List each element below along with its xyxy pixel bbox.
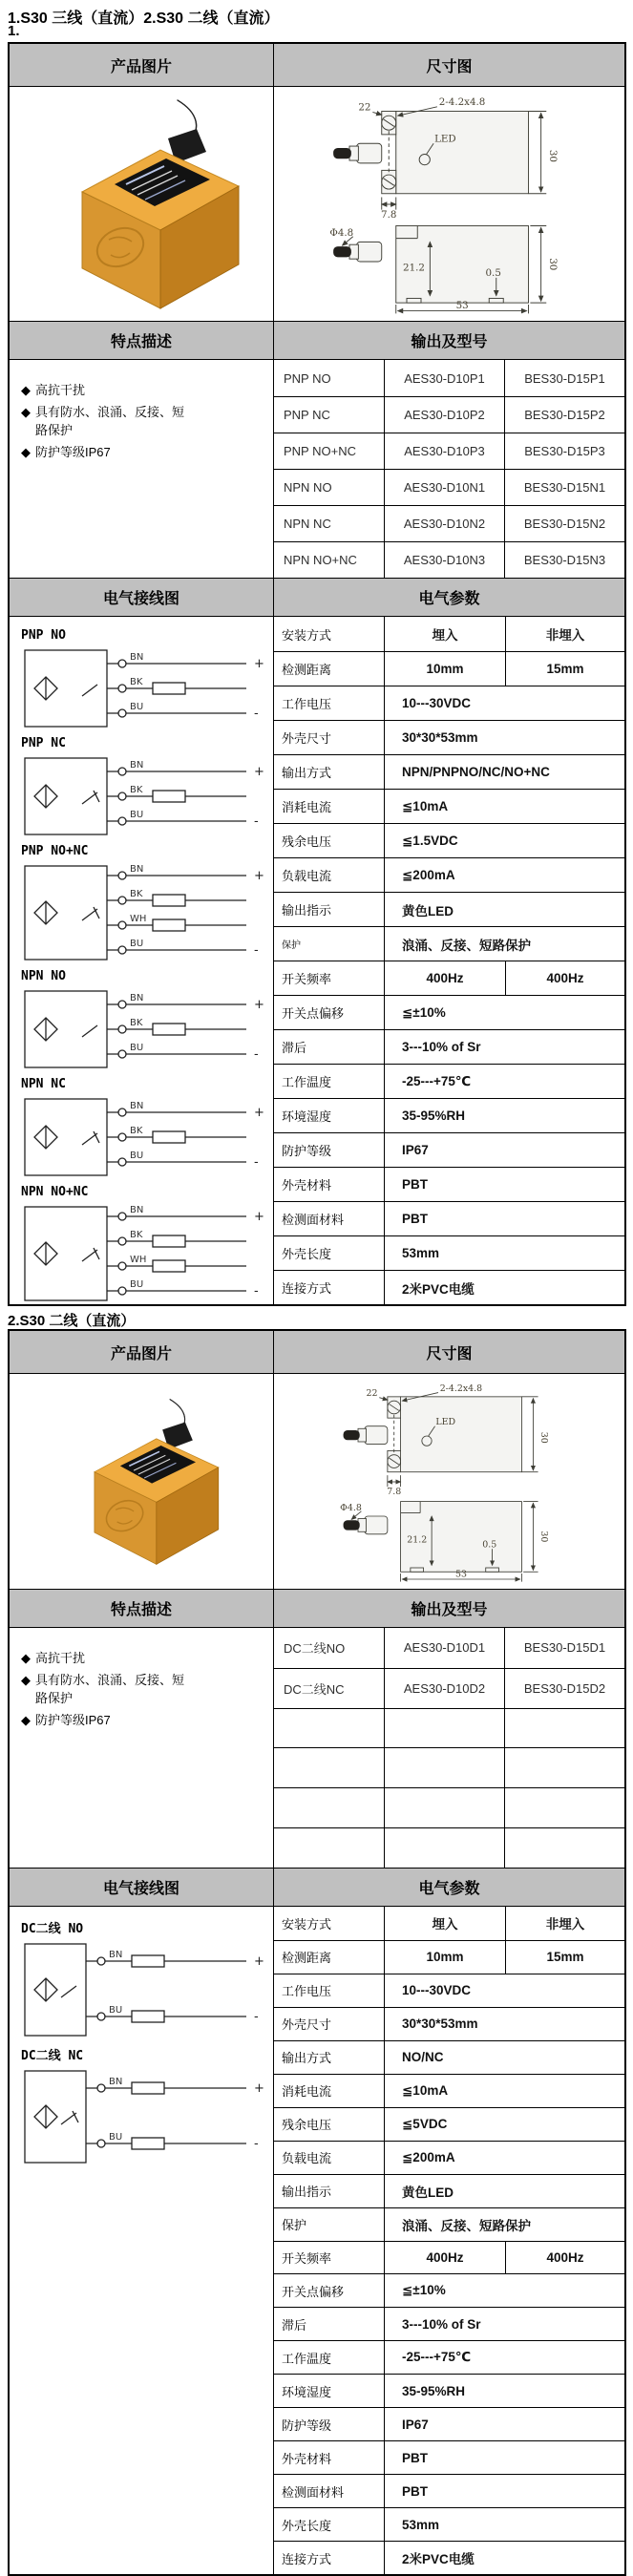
wire-terminal-sign: + bbox=[254, 1954, 264, 1969]
wire-terminal-sign: - bbox=[254, 943, 259, 958]
output-type-cell bbox=[274, 1747, 385, 1787]
electrical-params-cell bbox=[274, 1907, 624, 2574]
wire-color-label: BN bbox=[109, 2077, 123, 2087]
wire-color-label: BN bbox=[130, 864, 144, 875]
electrical-params-table bbox=[274, 1907, 624, 2574]
param-label: 残余电压 bbox=[274, 823, 385, 857]
model-number-cell: AES30-D10D2 bbox=[385, 1668, 505, 1708]
wiring-diagram-title: NPN NO+NC bbox=[21, 1185, 89, 1199]
param-value: PBT bbox=[385, 2474, 624, 2507]
param-value: 3---10% of Sr bbox=[385, 1029, 624, 1064]
param-value-nonflush: 非埋入 bbox=[505, 617, 624, 651]
wire-color-label: BK bbox=[130, 1018, 143, 1028]
output-models-cell bbox=[274, 360, 624, 578]
param-value: 3---10% of Sr bbox=[385, 2307, 624, 2340]
output-type-cell: PNP NC bbox=[274, 396, 385, 433]
param-value: PBT bbox=[385, 1167, 624, 1201]
wire-terminal-sign: - bbox=[254, 1284, 259, 1299]
output-type-cell bbox=[274, 1787, 385, 1827]
param-value: 2米PVC电缆 bbox=[385, 1270, 624, 1304]
param-label: 检测面材料 bbox=[274, 1201, 385, 1235]
wire-terminal-sign: + bbox=[254, 2081, 264, 2096]
header-dimension-diagram: 尺寸图 bbox=[426, 1345, 473, 1362]
product-photo-cell bbox=[10, 87, 274, 321]
param-value: 53mm bbox=[385, 1235, 624, 1270]
diamond-bullet-icon: ◆ bbox=[21, 404, 31, 419]
output-models-table bbox=[274, 360, 624, 578]
param-value: ≦200mA bbox=[385, 857, 624, 892]
output-type-cell: PNP NO bbox=[274, 360, 385, 396]
wiring-diagram-svg bbox=[19, 1091, 267, 1183]
model-number-cell: AES30-D10D1 bbox=[385, 1628, 505, 1668]
param-value: 35-95%RH bbox=[385, 2374, 624, 2407]
wire-color-label: BN bbox=[130, 1205, 144, 1215]
dim-height2: 30 bbox=[546, 257, 559, 270]
param-value: IP67 bbox=[385, 1132, 624, 1167]
param-label: 检测距离 bbox=[274, 651, 385, 686]
param-value: 浪涌、反接、短路保护 bbox=[385, 2207, 624, 2241]
param-value-flush: 400Hz bbox=[385, 2241, 505, 2274]
param-label: 外壳材料 bbox=[274, 1167, 385, 1201]
wire-terminal-sign: + bbox=[254, 657, 264, 671]
param-value-nonflush: 15mm bbox=[505, 1940, 624, 1974]
wire-color-label: BU bbox=[130, 939, 144, 949]
model-number-cell: BES30-D15N2 bbox=[505, 505, 624, 541]
dim-sensing-depth: 21.2 bbox=[406, 1533, 427, 1545]
wiring-diagram bbox=[19, 736, 273, 842]
wiring-diagrams-cell bbox=[10, 617, 274, 1304]
param-label: 输出指示 bbox=[274, 2174, 385, 2207]
param-label: 环境湿度 bbox=[274, 1098, 385, 1132]
dimension-cell bbox=[274, 87, 624, 321]
model-number-cell bbox=[505, 1787, 624, 1827]
param-label: 检测面材料 bbox=[274, 2474, 385, 2507]
header-features: 特点描述 bbox=[10, 322, 274, 359]
section2-title: 2.S30 二线（直流） bbox=[8, 1313, 136, 1329]
wiring-diagram bbox=[19, 1185, 273, 1304]
header-features: 特点描述 bbox=[10, 1590, 274, 1627]
param-value-nonflush: 400Hz bbox=[505, 961, 624, 995]
wire-color-label: WH bbox=[130, 914, 147, 924]
wire-terminal-sign: + bbox=[254, 998, 264, 1012]
feature-item bbox=[21, 443, 267, 462]
dim-led-label: LED bbox=[434, 1416, 455, 1427]
param-value: 黄色LED bbox=[385, 2174, 624, 2207]
param-value: 30*30*53mm bbox=[385, 2007, 624, 2040]
param-label: 输出方式 bbox=[274, 2040, 385, 2074]
wire-color-label: BK bbox=[130, 1126, 143, 1136]
param-label: 连接方式 bbox=[274, 1270, 385, 1304]
param-value-flush: 埋入 bbox=[432, 1917, 458, 1932]
param-label: 滞后 bbox=[274, 1029, 385, 1064]
wire-color-label: BK bbox=[130, 1230, 143, 1240]
dim-screw-note: 2-4.2x4.8 bbox=[439, 1383, 482, 1394]
feature-item bbox=[21, 1649, 267, 1668]
output-type-cell: DC二线NO bbox=[274, 1628, 385, 1668]
param-value-nonflush: 400Hz bbox=[505, 2241, 624, 2274]
param-label: 安装方式 bbox=[274, 617, 385, 651]
header-wiring-diagram: 电气接线图 bbox=[10, 579, 274, 616]
model-number-cell: BES30-D15D2 bbox=[505, 1668, 624, 1708]
param-label: 安装方式 bbox=[274, 1907, 385, 1940]
header-wiring-diagram: 电气接线图 bbox=[10, 1869, 274, 1906]
wiring-diagram bbox=[19, 969, 273, 1075]
param-label: 防护等级 bbox=[274, 1132, 385, 1167]
wire-terminal-sign: - bbox=[254, 2010, 259, 2024]
product-photo-illustration bbox=[51, 1396, 232, 1568]
param-label: 负载电流 bbox=[274, 857, 385, 892]
param-value: ≦10mA bbox=[385, 789, 624, 823]
header-electrical-params: 电气参数 bbox=[418, 591, 480, 607]
feature-item bbox=[21, 1711, 267, 1730]
param-value: ≦200mA bbox=[385, 2141, 624, 2174]
dim-cable-diameter: Φ4.8 bbox=[339, 1502, 362, 1513]
wire-color-label: BN bbox=[130, 993, 144, 1003]
electrical-params-cell bbox=[274, 617, 624, 1304]
param-value: 53mm bbox=[385, 2507, 624, 2541]
param-value-flush: 埋入 bbox=[432, 628, 458, 643]
wiring-diagram-svg bbox=[19, 2063, 267, 2170]
diamond-bullet-icon: ◆ bbox=[21, 444, 31, 459]
wiring-diagram-title: DC二线 NC bbox=[21, 2049, 84, 2063]
param-value: -25---+75℃ bbox=[385, 2340, 624, 2374]
model-number-cell: AES30-D10P1 bbox=[385, 360, 505, 396]
section1-number: 1. bbox=[8, 23, 20, 39]
wire-color-label: BU bbox=[130, 1043, 144, 1053]
diamond-bullet-icon: ◆ bbox=[21, 1651, 31, 1665]
feature-text: 防护等级IP67 bbox=[35, 1712, 111, 1727]
param-label: 检测距离 bbox=[274, 1940, 385, 1974]
output-type-cell bbox=[274, 1827, 385, 1868]
wire-color-label: BN bbox=[130, 760, 144, 771]
dim-bracket-width: 7.8 bbox=[386, 1486, 401, 1497]
wire-color-label: BU bbox=[130, 702, 144, 712]
param-label: 外壳尺寸 bbox=[274, 2007, 385, 2040]
output-type-cell bbox=[274, 1708, 385, 1748]
feature-text: 具有防水、浪涌、反接、短路保护 bbox=[35, 1672, 185, 1705]
output-models-table bbox=[274, 1628, 624, 1868]
model-number-cell: AES30-D10N3 bbox=[385, 541, 505, 578]
param-label: 开关频率 bbox=[274, 961, 385, 995]
output-type-cell: NPN NO bbox=[274, 469, 385, 505]
wire-color-label: BN bbox=[109, 1950, 123, 1960]
model-number-cell: BES30-D15N1 bbox=[505, 469, 624, 505]
param-label: 外壳长度 bbox=[274, 1235, 385, 1270]
wire-color-label: BU bbox=[109, 2132, 123, 2143]
model-number-cell: AES30-D10N1 bbox=[385, 469, 505, 505]
model-number-cell bbox=[505, 1708, 624, 1748]
wire-terminal-sign: + bbox=[254, 1106, 264, 1120]
output-type-cell: PNP NO+NC bbox=[274, 433, 385, 469]
model-number-cell: BES30-D15D1 bbox=[523, 1640, 606, 1656]
dimension-drawing-svg bbox=[316, 1379, 583, 1585]
model-number-cell bbox=[385, 1747, 505, 1787]
param-label: 滞后 bbox=[274, 2307, 385, 2340]
param-value: ≦5VDC bbox=[385, 2107, 624, 2141]
param-value: 30*30*53mm bbox=[385, 720, 624, 754]
wiring-diagram bbox=[19, 1077, 273, 1183]
wire-color-label: BU bbox=[109, 2005, 123, 2016]
param-label: 残余电压 bbox=[274, 2107, 385, 2141]
param-value: 2米PVC电缆 bbox=[385, 2541, 624, 2574]
page-title: 1.S30 三线（直流）2.S30 二线（直流） bbox=[8, 11, 280, 27]
wiring-diagram-title: NPN NO bbox=[21, 969, 66, 983]
wiring-diagram bbox=[19, 1918, 273, 2043]
diamond-bullet-icon: ◆ bbox=[21, 1672, 31, 1687]
param-value: 10---30VDC bbox=[385, 686, 624, 720]
feature-text: 高抗干扰 bbox=[35, 383, 86, 397]
model-number-cell: BES30-D15P1 bbox=[524, 370, 605, 386]
output-models-cell bbox=[274, 1628, 624, 1868]
dim-notch: 0.5 bbox=[481, 1539, 496, 1551]
features-cell bbox=[10, 360, 274, 578]
dimension-drawing-svg bbox=[306, 91, 593, 318]
model-number-cell bbox=[385, 1708, 505, 1748]
param-label: 工作温度 bbox=[274, 2340, 385, 2374]
param-label: 工作电压 bbox=[274, 1974, 385, 2007]
param-value-flush: 10mm bbox=[385, 1940, 505, 1974]
header-electrical-params: 电气参数 bbox=[418, 1881, 480, 1897]
model-number-cell: BES30-D15P2 bbox=[505, 396, 624, 433]
feature-item bbox=[21, 1671, 267, 1708]
param-value: PBT bbox=[385, 1201, 624, 1235]
model-number-cell: AES30-D10P3 bbox=[385, 433, 505, 469]
wiring-diagram-svg bbox=[19, 1199, 267, 1304]
param-label: 输出方式 bbox=[274, 754, 385, 789]
wire-terminal-sign: - bbox=[254, 707, 259, 721]
wire-terminal-sign: + bbox=[254, 1210, 264, 1224]
output-type-cell: NPN NO+NC bbox=[274, 541, 385, 578]
dim-top-offset: 22 bbox=[357, 101, 370, 114]
wire-color-label: WH bbox=[130, 1255, 147, 1265]
param-label: 外壳长度 bbox=[274, 2507, 385, 2541]
param-label: 输出指示 bbox=[274, 892, 385, 926]
features-cell bbox=[10, 1628, 274, 1868]
param-value: 浪涌、反接、短路保护 bbox=[385, 926, 624, 961]
wiring-diagram-title: PNP NO+NC bbox=[21, 844, 89, 858]
dim-height: 30 bbox=[538, 1431, 549, 1444]
diamond-bullet-icon: ◆ bbox=[21, 383, 31, 397]
dim-sensing-depth: 21.2 bbox=[402, 261, 425, 273]
feature-item bbox=[21, 403, 267, 440]
wiring-diagram-svg bbox=[19, 858, 267, 967]
model-number-cell: AES30-D10N2 bbox=[385, 505, 505, 541]
param-value: 10---30VDC bbox=[385, 1974, 624, 2007]
model-number-cell: AES30-D10P2 bbox=[385, 396, 505, 433]
param-label: 防护等级 bbox=[274, 2407, 385, 2440]
param-value: ≦1.5VDC bbox=[385, 823, 624, 857]
dim-led-label: LED bbox=[433, 132, 456, 144]
wire-terminal-sign: - bbox=[254, 1155, 259, 1170]
wire-terminal-sign: - bbox=[254, 1047, 259, 1062]
wiring-diagram-title: DC二线 NO bbox=[21, 1922, 84, 1936]
param-label: 保护 bbox=[274, 2207, 385, 2241]
wire-color-label: BN bbox=[130, 1101, 144, 1111]
electrical-params-table bbox=[274, 617, 624, 1304]
header-product-image: 产品图片 bbox=[10, 1331, 274, 1373]
product-photo-cell bbox=[10, 1374, 274, 1589]
wire-terminal-sign: - bbox=[254, 2137, 259, 2151]
wiring-diagram-svg bbox=[19, 643, 267, 734]
wiring-diagram bbox=[19, 844, 273, 967]
section1-table bbox=[8, 42, 626, 1306]
param-label: 负载电流 bbox=[274, 2141, 385, 2174]
param-label: 开关点偏移 bbox=[274, 2273, 385, 2307]
wiring-diagram bbox=[19, 2045, 273, 2170]
param-label: 消耗电流 bbox=[274, 789, 385, 823]
param-label: 开关频率 bbox=[274, 2241, 385, 2274]
wire-terminal-sign: - bbox=[254, 814, 259, 829]
diamond-bullet-icon: ◆ bbox=[21, 1712, 31, 1727]
param-label: 开关点偏移 bbox=[274, 995, 385, 1029]
wire-color-label: BN bbox=[130, 652, 144, 663]
param-label: 保护 bbox=[274, 926, 385, 961]
wire-color-label: BU bbox=[130, 1151, 144, 1161]
wiring-diagram-svg bbox=[19, 1936, 267, 2043]
wiring-diagram bbox=[19, 628, 273, 734]
param-value: PBT bbox=[385, 2440, 624, 2474]
header-dimension-diagram: 尺寸图 bbox=[426, 58, 473, 75]
param-value: NPN/PNPNO/NC/NO+NC bbox=[385, 754, 624, 789]
param-value: ≦10mA bbox=[385, 2074, 624, 2107]
feature-item bbox=[21, 381, 267, 400]
output-type-cell: DC二线NC bbox=[274, 1668, 385, 1708]
dim-length: 53 bbox=[454, 1568, 467, 1579]
param-label: 连接方式 bbox=[274, 2541, 385, 2574]
model-number-cell bbox=[505, 1827, 624, 1868]
wiring-diagram-title: PNP NC bbox=[21, 736, 66, 750]
wiring-diagram-title: NPN NC bbox=[21, 1077, 66, 1091]
feature-text: 防护等级IP67 bbox=[35, 444, 111, 459]
param-label: 消耗电流 bbox=[274, 2074, 385, 2107]
wiring-diagram-title: PNP NO bbox=[21, 628, 66, 643]
dim-length: 53 bbox=[455, 299, 469, 311]
product-photo-illustration bbox=[27, 96, 256, 312]
param-value-nonflush: 15mm bbox=[505, 651, 624, 686]
param-label: 环境湿度 bbox=[274, 2374, 385, 2407]
wire-terminal-sign: + bbox=[254, 765, 264, 779]
param-label: 外壳材料 bbox=[274, 2440, 385, 2474]
dim-notch: 0.5 bbox=[485, 266, 501, 279]
dim-top-offset: 22 bbox=[366, 1387, 378, 1399]
wiring-diagram-svg bbox=[19, 750, 267, 842]
model-number-cell bbox=[385, 1787, 505, 1827]
dim-screw-note: 2-4.2x4.8 bbox=[438, 95, 485, 108]
param-value-flush: 400Hz bbox=[385, 961, 505, 995]
model-number-cell: BES30-D15P3 bbox=[505, 433, 624, 469]
param-label: 外壳尺寸 bbox=[274, 720, 385, 754]
param-label: 工作温度 bbox=[274, 1064, 385, 1098]
param-value-flush: 10mm bbox=[385, 651, 505, 686]
wiring-diagram-svg bbox=[19, 983, 267, 1075]
wire-color-label: BK bbox=[130, 785, 143, 795]
param-value: 35-95%RH bbox=[385, 1098, 624, 1132]
wire-terminal-sign: + bbox=[254, 869, 264, 883]
wire-color-label: BK bbox=[130, 677, 143, 687]
feature-text: 高抗干扰 bbox=[35, 1651, 86, 1665]
header-output-models: 输出及型号 bbox=[411, 334, 488, 350]
section2-table bbox=[8, 1329, 626, 2576]
model-number-cell: BES30-D15N3 bbox=[505, 541, 624, 578]
dim-height: 30 bbox=[546, 149, 559, 162]
header-output-models: 输出及型号 bbox=[411, 1602, 488, 1618]
dim-cable-diameter: Φ4.8 bbox=[328, 226, 353, 239]
wire-color-label: BK bbox=[130, 889, 143, 899]
param-label: 工作电压 bbox=[274, 686, 385, 720]
param-value: -25---+75℃ bbox=[385, 1064, 624, 1098]
param-value: 黄色LED bbox=[385, 892, 624, 926]
wire-color-label: BU bbox=[130, 1279, 144, 1290]
output-type-cell: NPN NC bbox=[274, 505, 385, 541]
param-value: NO/NC bbox=[385, 2040, 624, 2074]
model-number-cell bbox=[385, 1827, 505, 1868]
param-value: ≦±10% bbox=[385, 995, 624, 1029]
dim-height2: 30 bbox=[538, 1530, 549, 1542]
header-product-image: 产品图片 bbox=[10, 44, 274, 86]
feature-text: 具有防水、浪涌、反接、短路保护 bbox=[35, 404, 185, 437]
dim-bracket-width: 7.8 bbox=[380, 208, 396, 221]
param-value-nonflush: 非埋入 bbox=[505, 1907, 624, 1940]
param-value: IP67 bbox=[385, 2407, 624, 2440]
wiring-diagrams-cell bbox=[10, 1907, 274, 2574]
dimension-cell bbox=[274, 1374, 624, 1589]
model-number-cell bbox=[505, 1747, 624, 1787]
param-value: ≦±10% bbox=[385, 2273, 624, 2307]
wire-color-label: BU bbox=[130, 810, 144, 820]
